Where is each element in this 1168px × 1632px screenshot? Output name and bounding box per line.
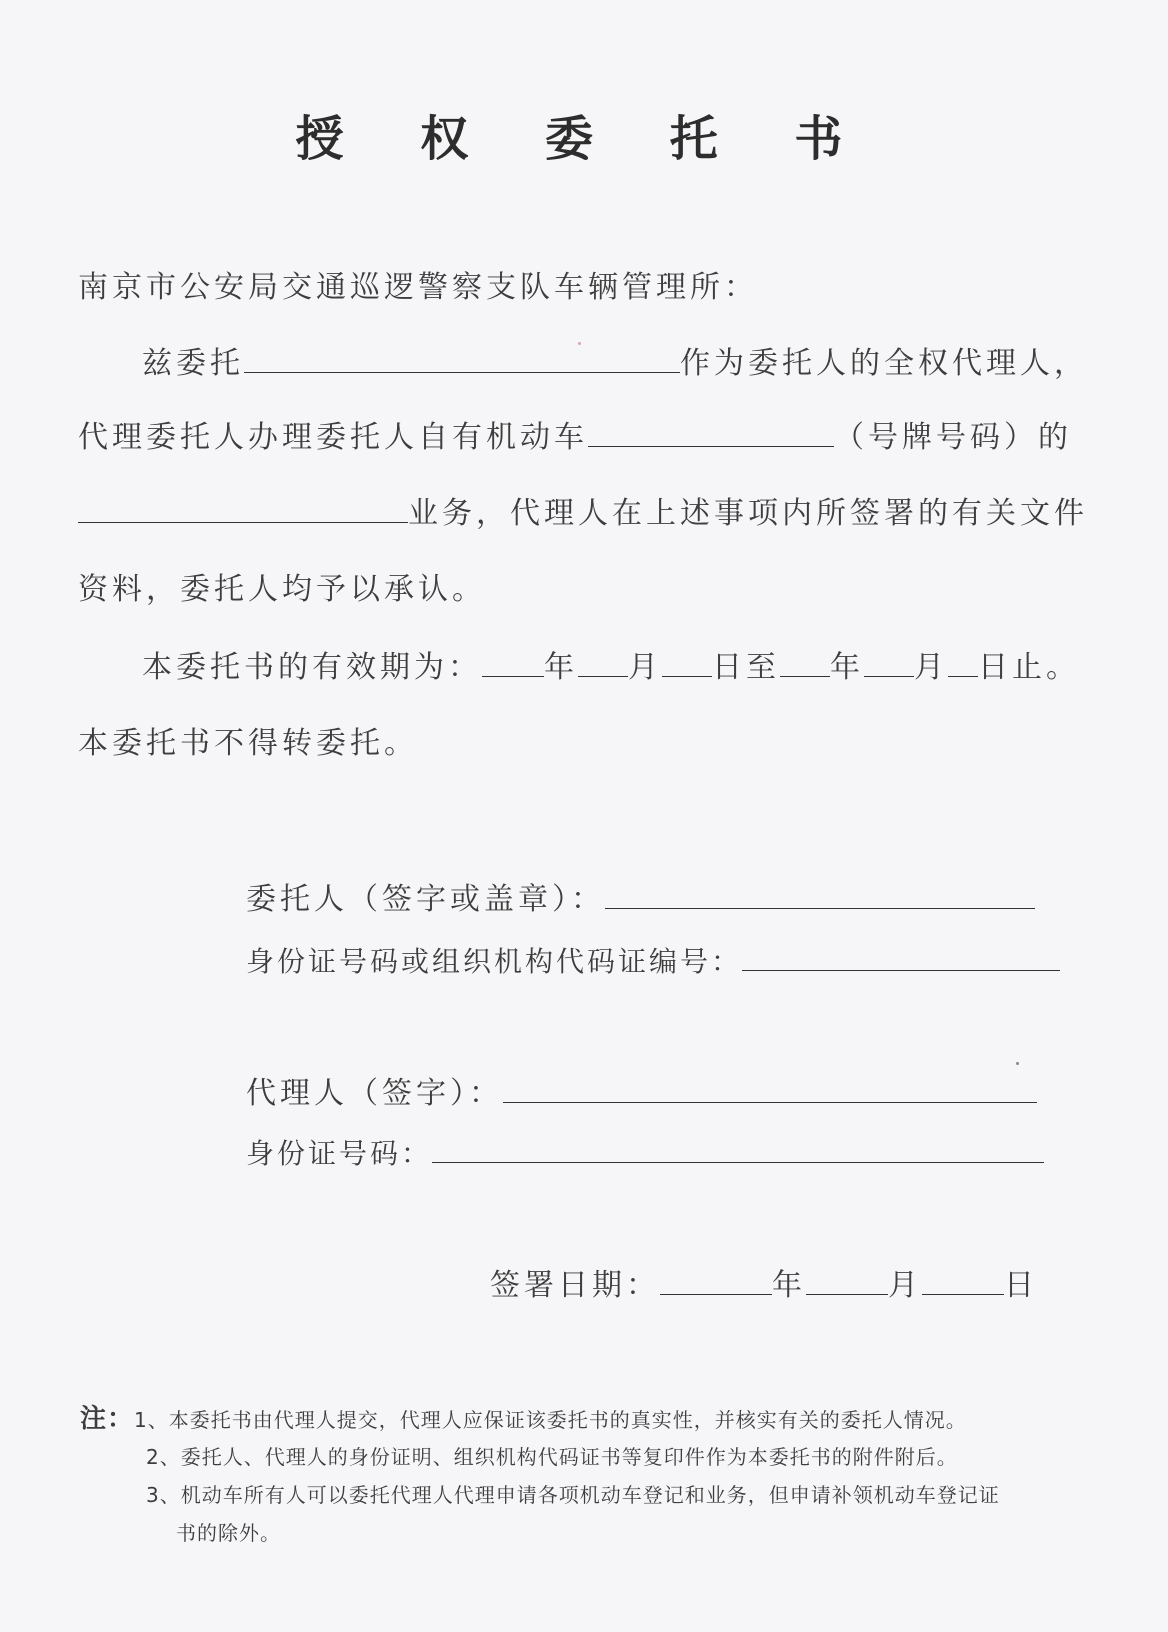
validity-period-line	[142, 648, 1080, 688]
sign-month-label: 月	[888, 1268, 922, 1303]
notes-label: 注：	[80, 1404, 135, 1434]
agent-signature-row	[246, 1074, 1037, 1114]
validity-start-month-blank[interactable]	[578, 648, 628, 677]
sign-day-blank[interactable]	[922, 1266, 1004, 1295]
validity-day-to-label: 日至	[712, 650, 780, 685]
validity-month2-label: 月	[914, 650, 948, 685]
principal-signature-row	[246, 880, 1035, 920]
para3-suffix: 业务，代理人在上述事项内所签署的有关文件	[408, 496, 1088, 531]
paragraph-2	[78, 418, 1072, 458]
plate-number-blank[interactable]	[588, 418, 834, 447]
agent-sign-label: 代理人（签字）：	[246, 1076, 503, 1111]
signing-date-row	[490, 1266, 1038, 1306]
validity-day-end-label: 日止。	[978, 650, 1080, 685]
note-item-3-continued: 书的除外。	[176, 1521, 281, 1545]
document-title: 授 权 委 托 书	[295, 111, 873, 167]
validity-year2-label: 年	[830, 650, 864, 685]
paper-speck	[578, 342, 581, 345]
principal-id-blank[interactable]	[742, 942, 1060, 971]
validity-prefix: 本委托书的有效期为：	[142, 650, 482, 685]
agent-name-blank[interactable]	[244, 344, 680, 373]
note-item-1: 注：1、本委托书由代理人提交，代理人应保证该委托书的真实性，并核实有关的委托人情况。	[80, 1404, 967, 1434]
validity-month-label: 月	[628, 650, 662, 685]
validity-year-label: 年	[544, 650, 578, 685]
agent-id-label: 身份证号码：	[246, 1137, 433, 1170]
addressee: 南京市公安局交通巡逻警察支队车辆管理所：	[78, 270, 758, 305]
validity-start-year-blank[interactable]	[482, 648, 544, 677]
note-item-2: 2、委托人、代理人的身份证明、组织机构代码证书等复印件作为本委托书的附件附后。	[146, 1445, 958, 1469]
sign-date-label: 签署日期：	[490, 1268, 660, 1303]
principal-id-row	[246, 942, 1060, 982]
paper-speck	[1016, 1062, 1019, 1065]
validity-start-day-blank[interactable]	[662, 648, 712, 677]
sign-month-blank[interactable]	[806, 1266, 888, 1295]
validity-end-year-blank[interactable]	[780, 648, 830, 677]
para2-suffix: （号牌号码）的	[834, 420, 1072, 455]
note-item-3: 3、机动车所有人可以委托代理人代理申请各项机动车登记和业务，但申请补领机动车登记证	[146, 1483, 1000, 1507]
agent-id-row	[246, 1134, 1044, 1174]
sign-year-blank[interactable]	[660, 1266, 772, 1295]
paragraph-3	[78, 494, 1088, 534]
principal-id-label: 身份证号码或组织机构代码证编号：	[246, 945, 743, 978]
para1-suffix: 作为委托人的全权代理人，	[680, 346, 1088, 381]
sign-day-label: 日	[1004, 1268, 1038, 1303]
validity-end-day-blank[interactable]	[948, 648, 978, 677]
para1-prefix: 兹委托	[142, 346, 244, 381]
para2-prefix: 代理委托人办理委托人自有机动车	[78, 420, 588, 455]
no-transfer-statement: 本委托书不得转委托。	[78, 726, 418, 761]
agent-signature-blank[interactable]	[503, 1074, 1037, 1103]
principal-signature-blank[interactable]	[605, 880, 1035, 909]
agent-id-blank[interactable]	[432, 1134, 1044, 1163]
business-blank[interactable]	[78, 494, 408, 523]
paragraph-1	[142, 344, 1088, 384]
validity-end-month-blank[interactable]	[864, 648, 914, 677]
principal-sign-label: 委托人（签字或盖章）：	[246, 882, 605, 917]
paragraph-4: 资料，委托人均予以承认。	[78, 572, 486, 607]
sign-year-label: 年	[772, 1268, 806, 1303]
